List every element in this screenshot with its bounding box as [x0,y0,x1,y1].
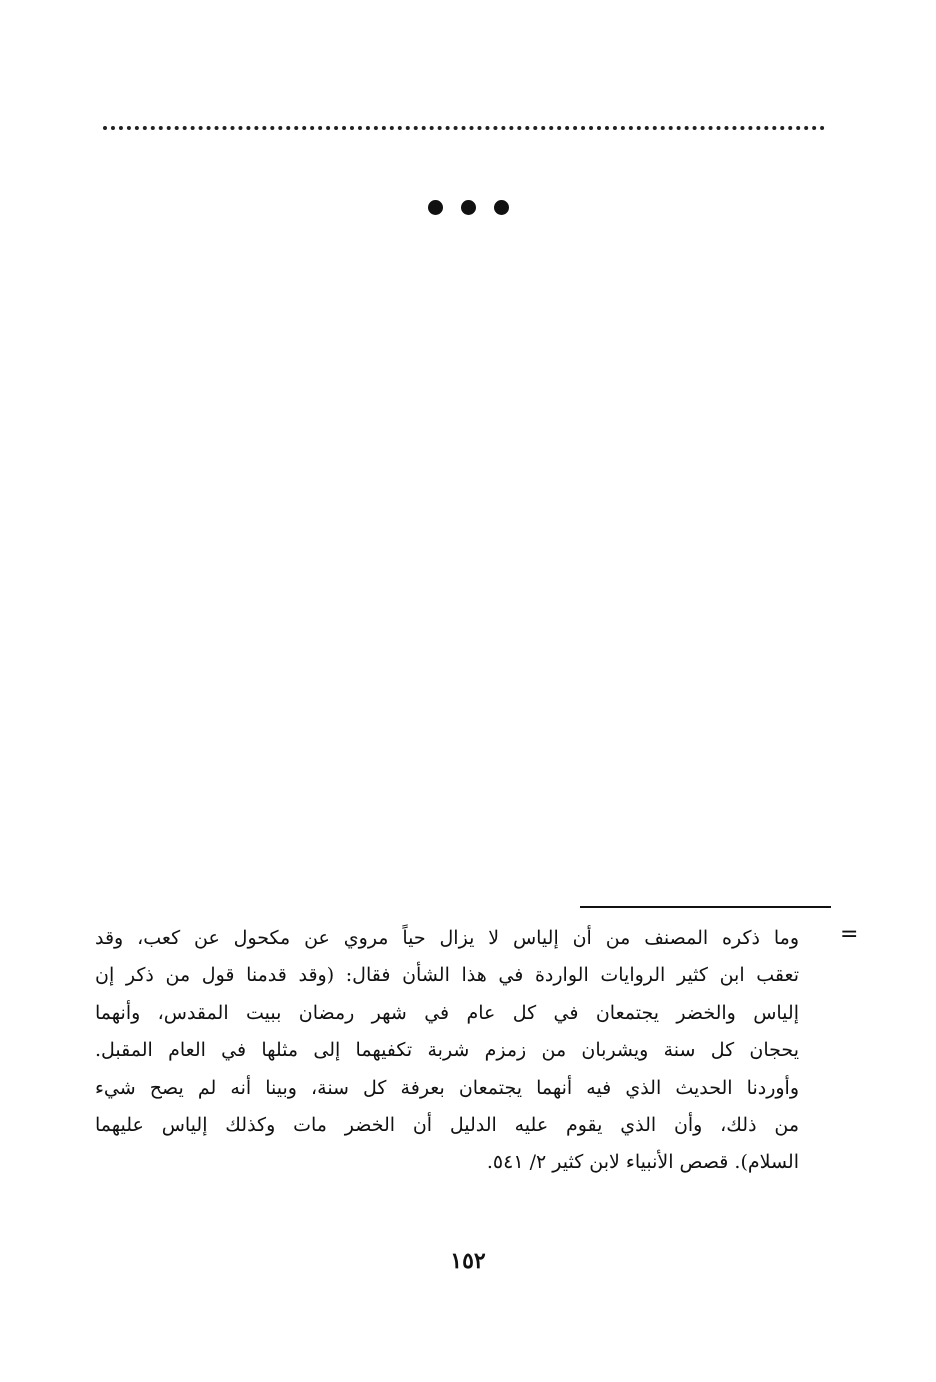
footnote-line: إلياس والخضر يجتمعان في كل عام في شهر رمضان ببيت المقدس، وأنهما [95,1001,799,1024]
separator-dot [461,200,476,215]
section-separator [0,200,936,215]
footnote-line: السلام). قصص الأنبياء لابن كثير ٢/ ٥٤١. [486,1151,799,1174]
footnote-rule [580,906,831,908]
footnote-line: يحجان كل سنة ويشربان من زمزم شربة تكفيهما إلى مثلها في العام المقبل. [95,1039,799,1062]
footnote-continuation-mark: = [840,922,859,947]
separator-dot [494,200,509,215]
footnote-text [95,920,799,1182]
footnote-line: من ذلك، وأن الذي يقوم عليه الدليل أن الخضر مات وكذلك إلياس عليهما [95,1113,799,1136]
separator-dot [428,200,443,215]
footnote-line: تعقب ابن كثير الروايات الواردة في هذا الشأن فقال: (وقد قدمنا قول من ذكر إن [95,964,799,987]
footnote-line: وما ذكره المصنف من أن إلياس لا يزال حياً مروي عن مكحول عن كعب، وقد [95,927,799,949]
page-number: ١٥٢ [450,1248,486,1274]
footnote-line: وأوردنا الحديث الذي فيه أنهما يجتمعان بعرفة كل سنة، وبينا أنه لم يصح شيء [95,1076,799,1099]
dotted-divider [103,126,825,130]
